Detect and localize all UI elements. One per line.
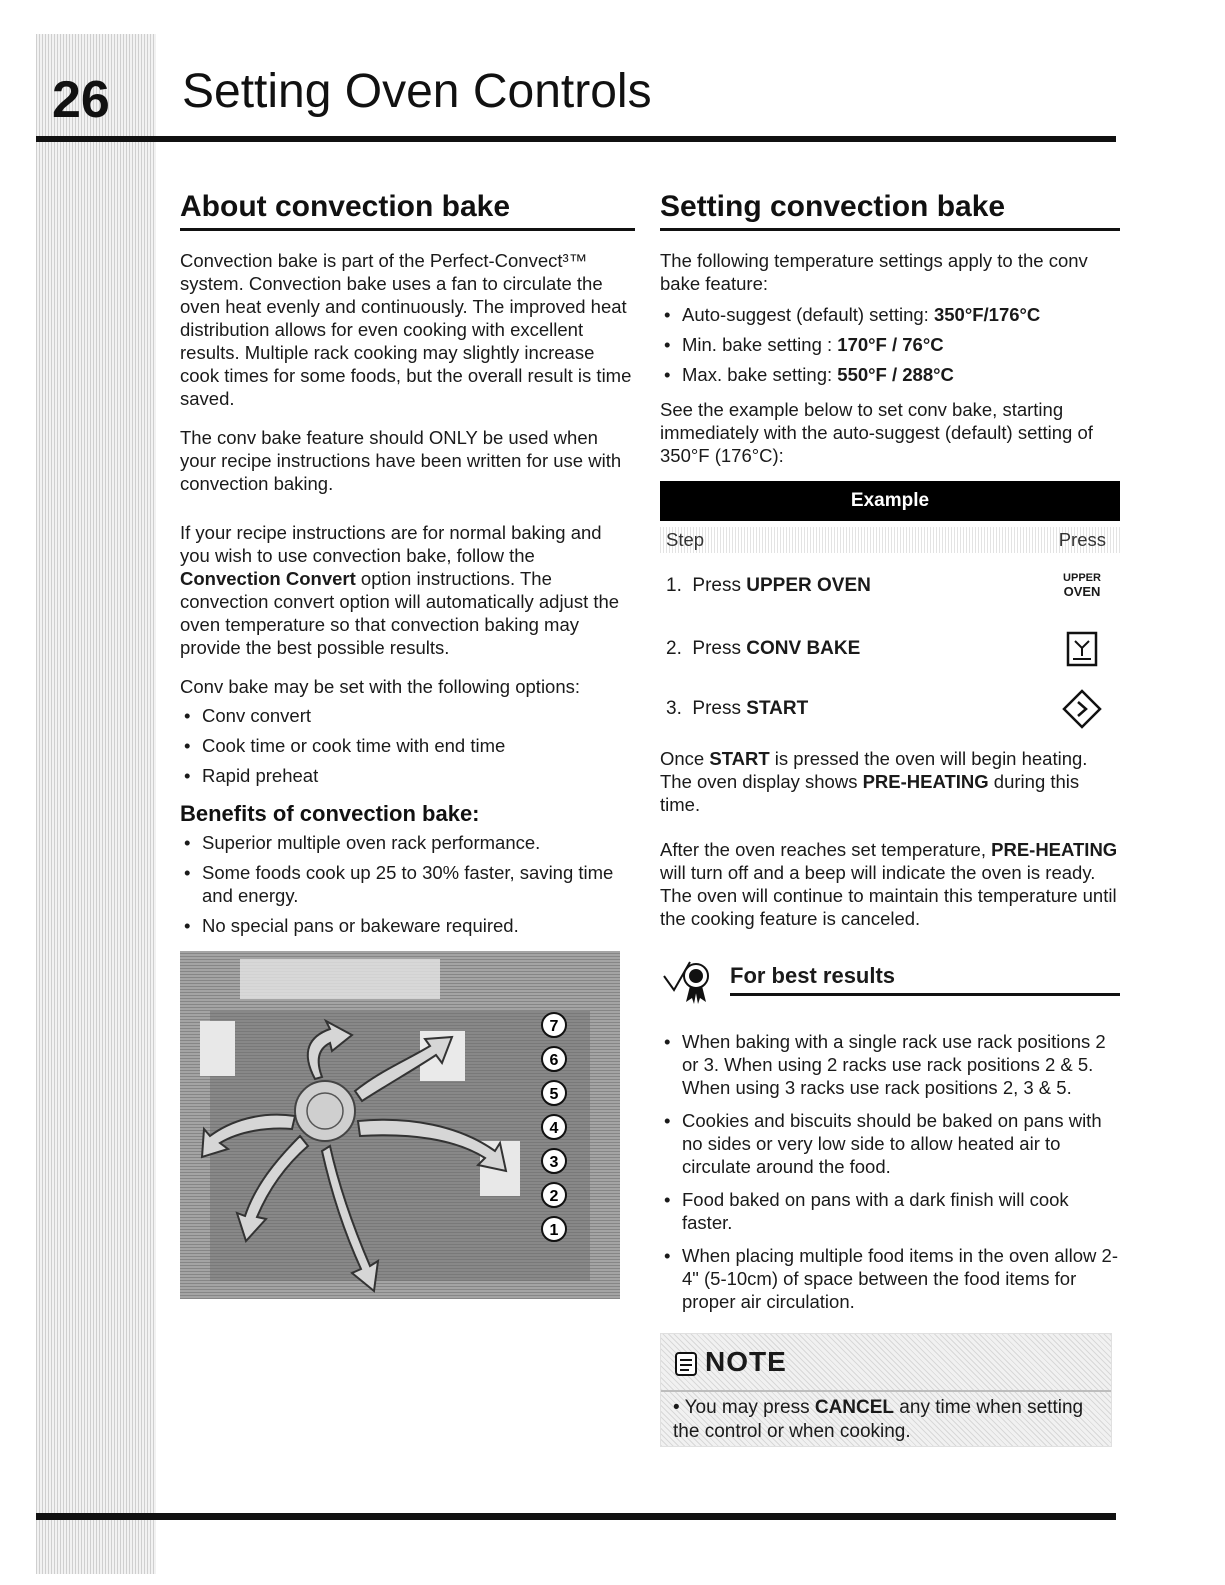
- settings-intro: The following temperature settings apply to the conv bake feature:: [660, 250, 1088, 294]
- note-divider: [661, 1390, 1111, 1392]
- example-column-heads: [660, 527, 1120, 553]
- step-number: 2.: [666, 638, 682, 659]
- rack-position-number: 3: [549, 1154, 559, 1171]
- example-header: Example: [660, 481, 1120, 521]
- step-text: [666, 698, 808, 720]
- step-verb: Press: [692, 575, 747, 596]
- options-list: [180, 704, 635, 787]
- rack-position-number: 1: [549, 1222, 559, 1239]
- text-segment: during this time.: [660, 771, 1080, 815]
- step-number: 1.: [666, 575, 682, 596]
- note-icon: [673, 1350, 699, 1378]
- rack-position-number: 4: [549, 1120, 559, 1137]
- rack-position-number: 6: [549, 1052, 559, 1069]
- page-title: Setting Oven Controls: [182, 65, 652, 118]
- setting-value: 550°F / 288°C: [837, 364, 954, 385]
- text-segment: Once: [660, 748, 710, 769]
- setting-label: Auto-suggest (default) setting:: [682, 304, 934, 325]
- about-convection-heading: About convection bake: [180, 190, 635, 231]
- list-item: • Cookies and biscuits should be baked on pans with no sides or very low side to allow heated air to circulate around the food.: [660, 1109, 1120, 1178]
- text-segment: is pressed the oven will begin heating. The oven display shows: [660, 748, 1088, 792]
- best-results-title: For best results: [730, 963, 1120, 996]
- step-verb: Press: [692, 698, 747, 719]
- para3-text-b: option instructions. The convection convert option will automatically adjust the oven temperature so that convection baking may provide the best possible results.: [180, 568, 620, 658]
- left-column: [180, 190, 635, 1299]
- step-text: [666, 575, 871, 597]
- bottom-rule: [36, 1513, 1116, 1520]
- best-results-header: [660, 946, 1120, 1012]
- bold-segment: PRE-HEATING: [991, 839, 1118, 860]
- list-item: [660, 303, 1120, 326]
- note-text: • You may press CANCEL any time when setting the control or when cooking.: [673, 1397, 1084, 1442]
- list-item: [660, 333, 1120, 356]
- step-number: 3.: [666, 698, 682, 719]
- setting-convection-heading: Setting convection bake: [660, 190, 1120, 231]
- rack-position-number: 7: [549, 1018, 559, 1035]
- step-column-head: Step: [666, 529, 705, 550]
- note-box: [660, 1333, 1112, 1447]
- preheat-description: [660, 838, 1120, 930]
- setting-label: Min. bake setting :: [682, 334, 838, 355]
- step-key: UPPER OVEN: [746, 575, 871, 596]
- list-item: • Some foods cook up 25 to 30% faster, saving time and energy.: [180, 861, 635, 907]
- list-item: [660, 363, 1120, 386]
- upper-oven-key-line1: UPPER: [1063, 572, 1101, 584]
- para3-text-a: If your recipe instructions are for normal baking and you wish to use convection bake, follow the: [180, 522, 602, 566]
- benefits-heading: Benefits of convection bake:: [180, 801, 480, 826]
- note-title: NOTE: [705, 1346, 787, 1377]
- cancel-bold: CANCEL: [814, 1397, 895, 1418]
- step-key: START: [746, 698, 809, 719]
- setting-value: 350°F/176°C: [933, 304, 1041, 325]
- start-description: [660, 747, 1120, 816]
- upper-oven-key-icon: [1058, 572, 1106, 600]
- bold-segment: START: [709, 748, 770, 769]
- start-key-icon: [1058, 689, 1106, 729]
- text-segment: After the oven reaches set temperature,: [660, 839, 992, 860]
- example-intro: See the example below to set conv bake, starting immediately with the auto-suggest (default) setting of 350°F (176°C):: [660, 399, 1093, 466]
- oven-interior-photo: [180, 951, 620, 1299]
- example-step-row: [660, 553, 1120, 619]
- list-item: • Cook time or cook time with end time: [180, 734, 635, 757]
- benefits-list: [180, 831, 635, 937]
- best-results-list: [660, 1030, 1120, 1313]
- list-item: • Food baked on pans with a dark finish will cook faster.: [660, 1188, 1120, 1234]
- rack-position-number: 5: [549, 1086, 559, 1103]
- about-para-2: The conv bake feature should ONLY be used when your recipe instructions have been written for use with convection baking.: [180, 427, 622, 494]
- side-strip: [36, 34, 156, 1574]
- list-item: • Conv convert: [180, 704, 635, 727]
- about-para-3: [180, 521, 635, 659]
- text-segment: any time when setting the control or when cooking.: [673, 1397, 1084, 1442]
- award-ribbon-icon: [660, 946, 726, 1012]
- rack-position-number: 2: [549, 1188, 559, 1205]
- list-item: • When baking with a single rack use rack positions 2 or 3. When using 2 racks use rack positions 2 & 5. When using 3 racks use rack positions 2, 3 & 5.: [660, 1030, 1120, 1099]
- list-item: • Superior multiple oven rack performance.: [180, 831, 635, 854]
- options-intro: Conv bake may be set with the following options:: [180, 676, 581, 697]
- step-key: CONV BAKE: [746, 638, 861, 659]
- bold-segment: PRE-HEATING: [862, 771, 989, 792]
- upper-oven-key-line2: OVEN: [1063, 584, 1101, 599]
- press-column-head: Press: [1058, 529, 1106, 550]
- list-item: • Rapid preheat: [180, 764, 635, 787]
- text-segment: will turn off and a beep will indicate the oven is ready. The oven will continue to maintain this temperature until the cooking feature is canceled.: [660, 862, 1117, 929]
- temperature-settings-list: [660, 303, 1120, 386]
- step-verb: Press: [692, 638, 747, 659]
- setting-value: 170°F / 76°C: [837, 334, 944, 355]
- right-column: [660, 190, 1120, 1447]
- list-item: • When placing multiple food items in the oven allow 2-4" (5-10cm) of space between the food items for proper air circulation.: [660, 1244, 1120, 1313]
- example-step-row: [660, 619, 1120, 679]
- convection-convert-bold: Convection Convert: [180, 568, 356, 589]
- about-para-1: Convection bake is part of the Perfect-Convect³™ system. Convection bake uses a fan to circulate the oven heat evenly and continuously. The improved heat distribution allows for even cooking with excellent results. Multiple rack cooking may slightly increase cook times for some foods, but the overall result is time saved.: [180, 250, 632, 409]
- top-rule: [36, 136, 1116, 142]
- list-item: • No special pans or bakeware required.: [180, 914, 635, 937]
- setting-label: Max. bake setting:: [682, 364, 838, 385]
- example-step-row: [660, 679, 1120, 739]
- conv-bake-key-icon: [1058, 631, 1106, 667]
- step-text: [666, 638, 860, 660]
- page-number: 26: [52, 71, 110, 129]
- text-segment: You may press: [684, 1397, 815, 1418]
